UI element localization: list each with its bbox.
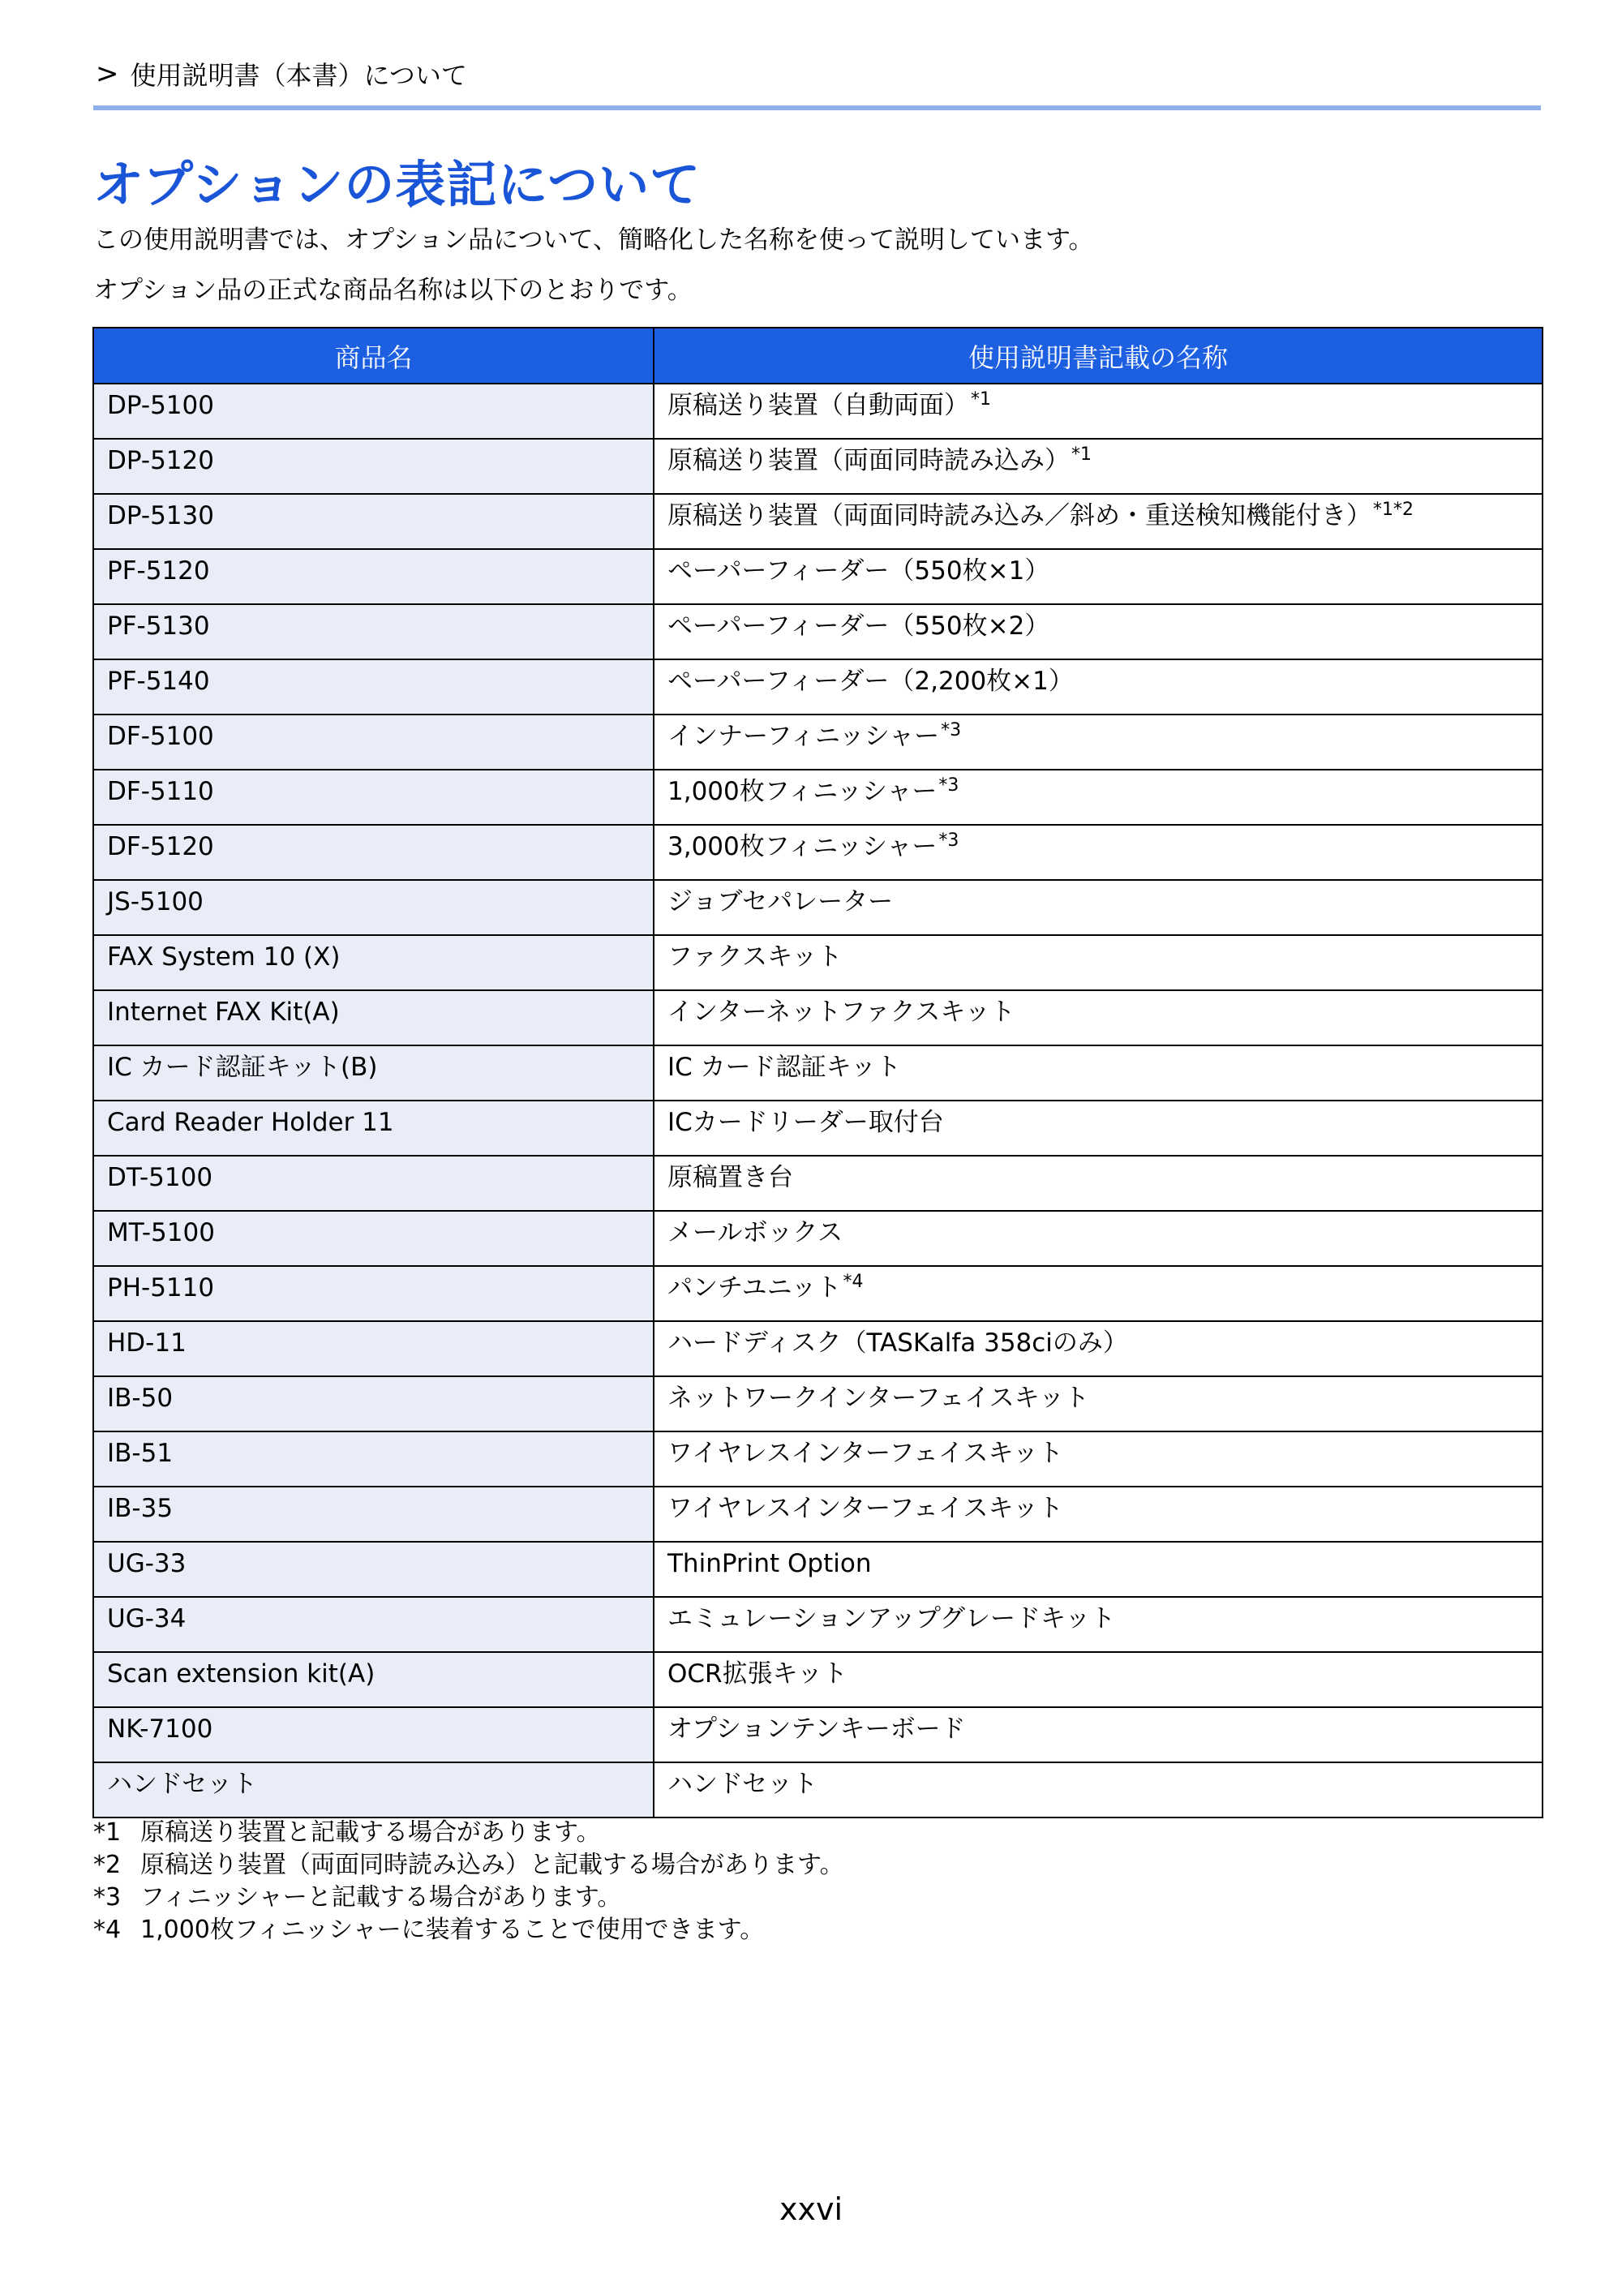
options-table: [92, 327, 1543, 1818]
manual-name-cell: [654, 1597, 1543, 1652]
footnotes: [93, 1817, 844, 1946]
table-row: [93, 935, 1543, 990]
table-row: [93, 1652, 1543, 1707]
product-name: HD-11: [107, 1328, 187, 1358]
chevron-right-icon: >: [96, 58, 119, 90]
manual-name-cell: [654, 715, 1543, 770]
manual-name-wrapper: [667, 775, 1542, 807]
manual-name-wrapper: [667, 1271, 1542, 1303]
intro-paragraph-1: この使用説明書では、オプション品について、簡略化した名称を使って説明しています。: [93, 225, 1094, 255]
table-row: [93, 1266, 1543, 1321]
manual-name-cell: [654, 1156, 1543, 1211]
manual-name-wrapper: [667, 1660, 1542, 1689]
footnote-text: 原稿送り装置（両面同時読み込み）と記載する場合があります。: [140, 1851, 844, 1879]
product-name: NK-7100: [107, 1714, 213, 1745]
footnote-reference: *3: [941, 719, 962, 740]
manual-name-wrapper: [667, 998, 1542, 1028]
product-name: IB-51: [107, 1439, 174, 1469]
manual-name-cell: [654, 935, 1543, 990]
manual-name: OCR拡張キット: [667, 1659, 847, 1689]
header-divider: [93, 105, 1541, 110]
product-name: MT-5100: [107, 1218, 215, 1248]
manual-name-wrapper: [667, 943, 1542, 972]
column-header-product: 商品名: [93, 328, 654, 384]
table-row: [93, 659, 1543, 715]
table-row: [93, 1376, 1543, 1431]
manual-name-cell: [654, 770, 1543, 825]
product-name: DP-5120: [107, 446, 214, 476]
product-name: IC カード認証キット(B): [107, 1053, 378, 1083]
manual-name-cell: [654, 1707, 1543, 1762]
manual-name: インターネットファクスキット: [667, 998, 1015, 1028]
manual-name-cell: [654, 1487, 1543, 1542]
manual-name: エミュレーションアップグレードキット: [667, 1604, 1116, 1634]
product-name: Scan extension kit(A): [107, 1659, 375, 1689]
product-cell: [93, 715, 654, 770]
product-cell: [93, 1652, 654, 1707]
manual-name: ハードディスク（TASKalfa 358ciのみ）: [667, 1328, 1128, 1358]
product-name: ハンドセット: [107, 1770, 258, 1800]
manual-name: 原稿置き台: [667, 1163, 793, 1193]
product-name: DF-5120: [107, 832, 214, 862]
manual-name-cell: [654, 990, 1543, 1045]
manual-name-wrapper: [667, 612, 1542, 642]
manual-name-wrapper: [667, 1329, 1542, 1358]
footnote-item: [93, 1882, 844, 1914]
product-cell: [93, 494, 654, 549]
manual-name: 原稿送り装置（両面同時読み込み／斜め・重送検知機能付き）: [667, 501, 1371, 531]
product-cell: [93, 1762, 654, 1817]
product-name: Internet FAX Kit(A): [107, 998, 340, 1028]
manual-name: ファクスキット: [667, 942, 843, 972]
manual-name: メールボックス: [667, 1218, 843, 1248]
manual-name-wrapper: [667, 1384, 1542, 1414]
manual-name-wrapper: [667, 499, 1542, 531]
product-name: DP-5100: [107, 391, 214, 421]
table-row: [93, 494, 1543, 549]
table-row: [93, 384, 1543, 439]
table-row: [93, 770, 1543, 825]
table-row: [93, 1156, 1543, 1211]
product-name: FAX System 10 (X): [107, 942, 341, 972]
product-cell: [93, 549, 654, 604]
manual-name-wrapper: [667, 1715, 1542, 1745]
product-cell: [93, 770, 654, 825]
table-row: [93, 1045, 1543, 1101]
manual-name: ワイヤレスインターフェイスキット: [667, 1439, 1063, 1469]
product-cell: [93, 1542, 654, 1597]
footnote-mark: *3: [93, 1883, 122, 1912]
product-cell: [93, 990, 654, 1045]
manual-name: ThinPrint Option: [667, 1549, 872, 1579]
product-name: DT-5100: [107, 1163, 213, 1193]
footnote-reference: *4: [843, 1271, 864, 1292]
manual-name: ペーパーフィーダー（550枚×2）: [667, 612, 1050, 642]
product-name: PF-5130: [107, 612, 210, 642]
table-row: [93, 439, 1543, 494]
manual-name-cell: [654, 1321, 1543, 1376]
manual-name: ハンドセット: [667, 1770, 818, 1800]
product-cell: [93, 1707, 654, 1762]
manual-name: オプションテンキーボード: [667, 1714, 966, 1745]
manual-name: インナーフィニッシャー: [667, 722, 940, 752]
table-row: [93, 880, 1543, 935]
page-number: xxvi: [779, 2191, 843, 2227]
manual-name-wrapper: [667, 388, 1542, 421]
manual-name: 3,000枚フィニッシャー: [667, 832, 938, 862]
product-cell: [93, 1431, 654, 1487]
manual-name: パンチユニット: [667, 1273, 842, 1303]
manual-name: ジョブセパレーター: [667, 887, 894, 917]
manual-name: ネットワークインターフェイスキット: [667, 1384, 1090, 1414]
table-row: [93, 1211, 1543, 1266]
manual-name: ペーパーフィーダー（2,200枚×1）: [667, 667, 1074, 697]
product-name: DF-5100: [107, 722, 214, 752]
manual-name: IC カード認証キット: [667, 1053, 902, 1083]
manual-name-wrapper: [667, 1770, 1542, 1800]
table-row: [93, 1431, 1543, 1487]
table-row: [93, 604, 1543, 659]
product-cell: [93, 1045, 654, 1101]
manual-name-cell: [654, 384, 1543, 439]
footnote-text: 原稿送り装置と記載する場合があります。: [140, 1818, 601, 1847]
manual-name: ペーパーフィーダー（550枚×1）: [667, 556, 1050, 586]
footnote-text: フィニッシャーと記載する場合があります。: [140, 1883, 622, 1912]
product-cell: [93, 825, 654, 880]
product-name: UG-33: [107, 1549, 187, 1579]
manual-name-wrapper: [667, 1550, 1542, 1579]
product-name: DF-5110: [107, 777, 214, 807]
product-cell: [93, 384, 654, 439]
manual-name-wrapper: [667, 1605, 1542, 1634]
product-cell: [93, 1101, 654, 1156]
manual-name-cell: [654, 1542, 1543, 1597]
product-cell: [93, 1321, 654, 1376]
product-name: PH-5110: [107, 1273, 215, 1303]
product-name: IB-35: [107, 1494, 174, 1524]
product-cell: [93, 1211, 654, 1266]
breadcrumb: [96, 55, 467, 92]
manual-name-cell: [654, 1101, 1543, 1156]
table-row: [93, 715, 1543, 770]
product-cell: [93, 1597, 654, 1652]
manual-name-wrapper: [667, 1495, 1542, 1524]
footnote-mark: *2: [93, 1851, 122, 1879]
table-row: [93, 1321, 1543, 1376]
footnote-item: [93, 1914, 844, 1946]
table-row: [93, 1542, 1543, 1597]
manual-name: ワイヤレスインターフェイスキット: [667, 1494, 1063, 1524]
footnote-reference: *1: [1071, 444, 1092, 465]
product-name: PF-5120: [107, 556, 210, 586]
product-cell: [93, 935, 654, 990]
product-cell: [93, 1487, 654, 1542]
footnote-text: 1,000枚フィニッシャーに装着することで使用できます。: [140, 1916, 765, 1944]
manual-name-wrapper: [667, 830, 1542, 862]
footnote-item: [93, 1817, 844, 1849]
footnote-mark: *4: [93, 1916, 122, 1944]
manual-name-cell: [654, 494, 1543, 549]
manual-name-cell: [654, 604, 1543, 659]
product-cell: [93, 1266, 654, 1321]
footnote-reference: *3: [938, 775, 959, 796]
manual-name-cell: [654, 659, 1543, 715]
footnote-reference: *3: [938, 830, 959, 851]
breadcrumb-label[interactable]: 使用説明書（本書）について: [130, 60, 467, 91]
footnote-reference: *1*2: [1373, 499, 1414, 520]
table-row: [93, 549, 1543, 604]
table-header-row: [93, 328, 1543, 384]
manual-name: 原稿送り装置（自動両面）: [667, 391, 969, 421]
manual-name-wrapper: [667, 1440, 1542, 1469]
product-cell: [93, 439, 654, 494]
product-cell: [93, 880, 654, 935]
manual-name-wrapper: [667, 1164, 1542, 1193]
product-cell: [93, 659, 654, 715]
page-title: オプションの表記について: [93, 155, 702, 214]
manual-name-cell: [654, 1211, 1543, 1266]
manual-name-wrapper: [667, 667, 1542, 697]
product-name: JS-5100: [107, 887, 204, 917]
manual-name: ICカードリーダー取付台: [667, 1108, 944, 1138]
table-row: [93, 1597, 1543, 1652]
manual-name-cell: [654, 439, 1543, 494]
manual-name-cell: [654, 825, 1543, 880]
manual-name-cell: [654, 1266, 1543, 1321]
manual-name-cell: [654, 1045, 1543, 1101]
product-name: UG-34: [107, 1604, 187, 1634]
table-row: [93, 1487, 1543, 1542]
manual-name-wrapper: [667, 888, 1542, 917]
table-row: [93, 1707, 1543, 1762]
footnote-mark: *1: [93, 1818, 122, 1847]
manual-name: 原稿送り装置（両面同時読み込み）: [667, 446, 1070, 476]
manual-name-wrapper: [667, 1219, 1542, 1248]
manual-name-cell: [654, 1762, 1543, 1817]
footnote-reference: *1: [971, 388, 991, 410]
table-row: [93, 825, 1543, 880]
intro-paragraph-2: オプション品の正式な商品名称は以下のとおりです。: [93, 276, 693, 305]
table-body: [93, 384, 1543, 1817]
manual-name-wrapper: [667, 1054, 1542, 1083]
manual-name-cell: [654, 549, 1543, 604]
table-row: [93, 1762, 1543, 1817]
product-cell: [93, 1156, 654, 1211]
manual-name: 1,000枚フィニッシャー: [667, 777, 938, 807]
manual-name-wrapper: [667, 1109, 1542, 1138]
manual-name-cell: [654, 1652, 1543, 1707]
product-name: IB-50: [107, 1384, 174, 1414]
product-name: Card Reader Holder 11: [107, 1108, 394, 1138]
product-name: DP-5130: [107, 501, 214, 531]
manual-name-cell: [654, 880, 1543, 935]
product-name: PF-5140: [107, 667, 210, 697]
product-cell: [93, 1376, 654, 1431]
table-row: [93, 990, 1543, 1045]
manual-name-wrapper: [667, 557, 1542, 586]
manual-name-cell: [654, 1431, 1543, 1487]
table-row: [93, 1101, 1543, 1156]
footnote-item: [93, 1849, 844, 1882]
manual-name-wrapper: [667, 444, 1542, 476]
column-header-manual-name: 使用説明書記載の名称: [654, 328, 1543, 384]
product-cell: [93, 604, 654, 659]
manual-name-cell: [654, 1376, 1543, 1431]
manual-name-wrapper: [667, 719, 1542, 752]
